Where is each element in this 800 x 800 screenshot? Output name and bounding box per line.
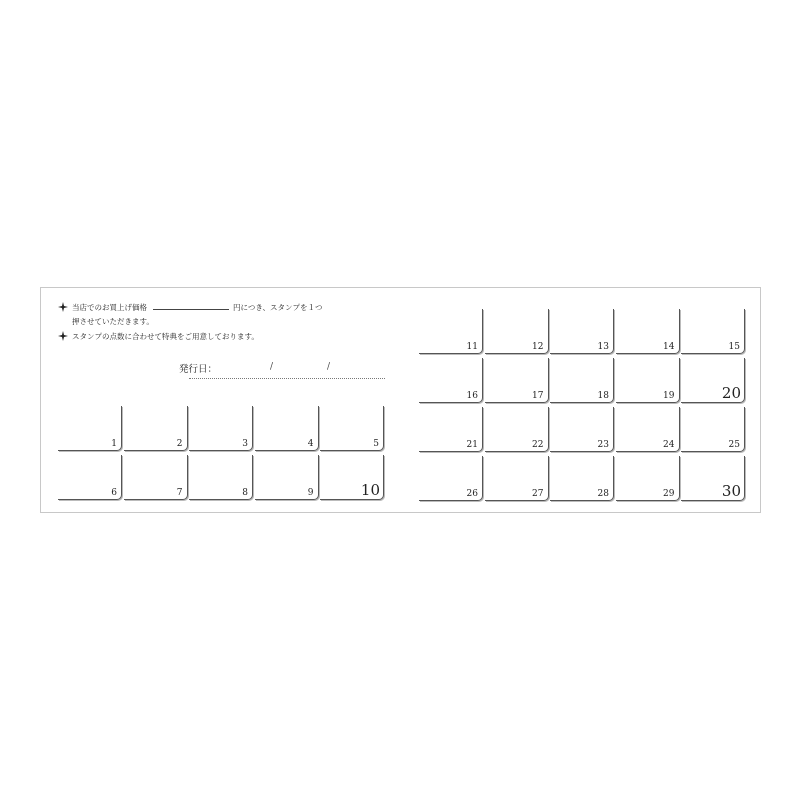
stamp-cell [485,407,549,452]
stamp-cell [485,309,549,354]
stamp-cell [550,456,614,501]
stamp-cell [189,406,253,451]
stamp-cell [124,406,188,451]
price-blank-line [153,302,229,310]
stamp-cell [58,455,122,500]
note-line-1 [72,302,323,313]
issue-date-slash-1: / [270,362,274,372]
stamp-cell [124,455,188,500]
stamp-number: 11 [466,342,478,352]
stamp-cell [189,455,253,500]
stamp-number: 29 [663,489,675,499]
stamp-cell [320,455,384,500]
diamond-bullet-icon [58,331,68,341]
stamp-number: 24 [663,440,675,450]
stamp-card [40,287,761,513]
stamp-cell [485,456,549,501]
stamp-cell [58,406,122,451]
stamp-number: 2 [176,439,183,449]
stamp-number: 28 [597,489,609,499]
stamp-cell [255,406,319,451]
stamp-number: 15 [728,342,740,352]
stamp-cell [681,456,745,501]
stamp-number: 5 [373,439,379,449]
stamp-number: 6 [111,488,117,498]
stamp-number: 3 [242,439,248,449]
stamp-cell [419,358,483,403]
stamp-cell [255,455,319,500]
stamp-cell [616,456,680,501]
stamp-cell [320,406,384,451]
stamp-cell [550,358,614,403]
stamp-cell [681,309,745,354]
stamp-number: 22 [532,440,544,450]
issue-date-slash-2: / [327,362,331,372]
stamp-number: 18 [597,391,609,401]
stamp-number: 8 [242,488,248,498]
stamp-cell [616,309,680,354]
stamp-cell [419,456,483,501]
note-line-2 [72,316,154,327]
stamp-number: 17 [532,391,544,401]
stamp-cell [550,309,614,354]
note-line-1-a: 当店でのお買上げ価格 [72,303,147,312]
stamp-number: 23 [597,440,609,450]
stamp-number: 1 [111,439,117,449]
note-line-1-b: 円につき、スタンプを１つ [233,303,323,312]
stamp-cell [419,309,483,354]
stamp-number: 21 [466,440,478,450]
stamp-number: 13 [597,342,609,352]
stamp-cell [616,358,680,403]
note-line-2-text: 押させていただきます。 [72,317,154,326]
stamp-cell [681,358,745,403]
note-line-3 [72,331,259,342]
stamp-number: 30 [721,482,741,500]
stamp-cell [485,358,549,403]
stamp-cell [616,407,680,452]
stamp-number: 12 [532,342,544,352]
stamp-number: 27 [532,489,544,499]
stamp-number: 26 [466,489,478,499]
stamp-number: 9 [307,488,314,498]
stamp-number: 19 [663,391,675,401]
stamp-cell [681,407,745,452]
issue-date-field[interactable] [189,378,385,379]
stamp-number: 25 [728,440,740,450]
diamond-bullet-icon [58,302,68,312]
stamp-number: 14 [663,342,675,352]
note-line-3-text: スタンプの点数に合わせて特典をご用意しております。 [72,332,259,341]
stamp-number: 7 [176,488,183,498]
issue-date-label: 発行日： [179,364,218,375]
stamp-number: 10 [360,481,380,499]
stamp-number: 20 [721,384,741,402]
stamp-cell [550,407,614,452]
stamp-number: 4 [307,439,314,449]
stamp-number: 16 [466,391,478,401]
stamp-cell [419,407,483,452]
